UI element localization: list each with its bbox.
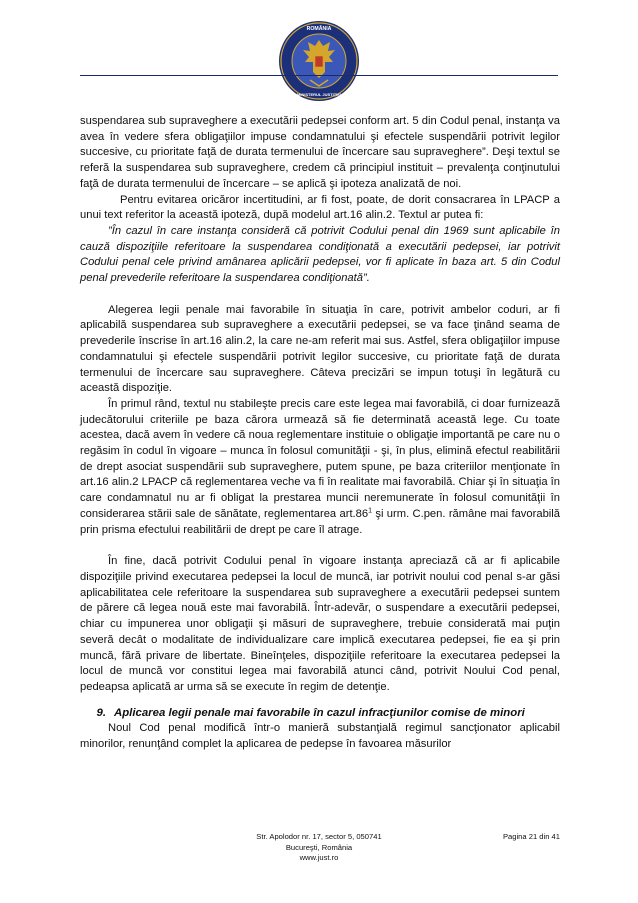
paragraph-1: suspendarea sub supraveghere a executării pedepsei conform art. 5 din Codul penal, instanţa va avea în vedere sfera obligaţiilor impuse condamnatului şi efectele suspendării potrivit legilor succesive, cu prioritate faţă de durata termenului de încercare sau supraveghere”. Deşi textul se referă la suspendarea sub supraveghere, credem că principiul instituit – prevalenţa conţinutului faţă de durata termenului de încercare – se aplică şi ipoteza analizată de noi. [80,115,560,190]
article-superscript: 1 [368,507,373,515]
paragraph-6: În fine, dacă potrivit Codului penal în vigoare instanţa apreciază că ar fi aplicabile dispoziţiile privind executarea pedepsei la locul de muncă, iar potrivit noului cod penal s-ar găsi aplicabilitatea cele referitoare la suspendarea sub supraveghere a executării pedepsei suntem de părere că legea nouă este mai favorabilă. Într-adevăr, o suspendare a executării pedepsei, chiar cu impunerea unor obligaţii şi măsuri de supraveghere, trebuie considerată mai puţin severă decât o modalitate de individualizare care implică executarea pedepsei, fie ea şi prin muncă, fără privare de libertate. Bineînţeles, dispoziţiile referitoare la executarea pedepsei la locul de muncă vor constitui legea mai favorabilă atunci când, potrivit Noului Cod penal, pedeapsa aplicată ar urma să se execute în regim de detenţie. [80,555,560,693]
footer-website-link[interactable]: www.just.ro [299,853,339,862]
proposed-text-quote: ”În cazul în care instanţa consideră că potrivit Codului penal din 1969 sunt aplicabile în cauză dispoziţiile referitoare la suspendarea condiţionată a executării pedepsei, iar potrivit Codului penal cele privind amânarea aplicării pedepsei, vor fi aplicate în baza art. 5 din Codul penal prevederile referitoare la suspendarea condiţionată”. [80,224,560,285]
footer-address-line-2: Bucureşti, România [285,842,353,852]
section-number: 9. [96,706,106,719]
document-body [80,114,560,753]
logo-text-bottom: MINISTERUL JUSTIŢIEI [296,92,342,97]
paragraph-5-part-a: În primul rând, textul nu stabileşte precis care este legea mai favorabilă, ci doar furnizează judecătorului criteriile pe baza cărora urmează să fie determinată această lege. Cu toate acestea, dacă avem în vedere că noua reglementare instituie o obligaţie importantă pe care nu o regăsim în codul în vigoare – munca în folosul comunităţii - şi, în plus, elimină efectul reabilitării de drept asociat suspendării sub supraveghere, putem spune, pe baza criteriilor menţionate în art.16 alin.2 LPACP că reglementarea veche va fi în realitate mai favorabilă. Chiar şi în situaţia în care condamnatul nu ar fi obligat la prestarea muncii neremunerate în folosul comunităţii în considerarea stării sale de sănătate, reglementarea art.86 [80,397,560,520]
paragraph-7: Noul Cod penal modifică într-o manieră substanţială regimul sancţionator aplicabil minorilor, renunţând complet la aplicarea de pedepse în favoarea măsurilor [80,722,560,751]
page-number: Pagina 21 din 41 [502,832,560,841]
section-heading [80,706,560,722]
paragraph-5 [80,397,560,538]
paragraph-2: Pentru evitarea oricăror incertitudini, ar fi fost, poate, de dorit consacrarea în LPACP a unui text referitor la această ipoteză, după modelul art.16 alin.2. Textul ar putea fi: [80,193,560,222]
paragraph-5-part-b: şi urm. C.pen. rămâne mai favorabilă prin prisma efectului reabilitării de drept pe care îl atrage. [80,507,560,536]
page-header [0,0,638,97]
logo-text-top: ROMÂNIA [306,26,332,32]
footer-address-line-1: Str. Apolodor nr. 17, sector 5, 050741 [256,832,382,841]
section-title: Aplicarea legii penale mai favorabile în cazul infracţiunilor comise de minori [114,706,525,719]
paragraph-4: Alegerea legii penale mai favorabile în situaţia în care, potrivit ambelor coduri, ar fi aplicabilă suspendarea sub supraveghere a executării pedepsei, se va face ţinând seama de prevederile înscrise în art.16 alin.2, la care ne-am referit mai sus. Astfel, sfera obligaţiilor impuse condamnatului şi efectele suspendării potrivit legilor succesive, cu prioritate faţă de durata termenului de încercare sau supraveghere. Câteva precizări se impun totuşi în legătură cu această dispoziţie. [80,303,560,395]
header-rule [80,75,558,76]
ministry-of-justice-logo-icon [278,20,360,102]
footer-address [219,832,419,864]
